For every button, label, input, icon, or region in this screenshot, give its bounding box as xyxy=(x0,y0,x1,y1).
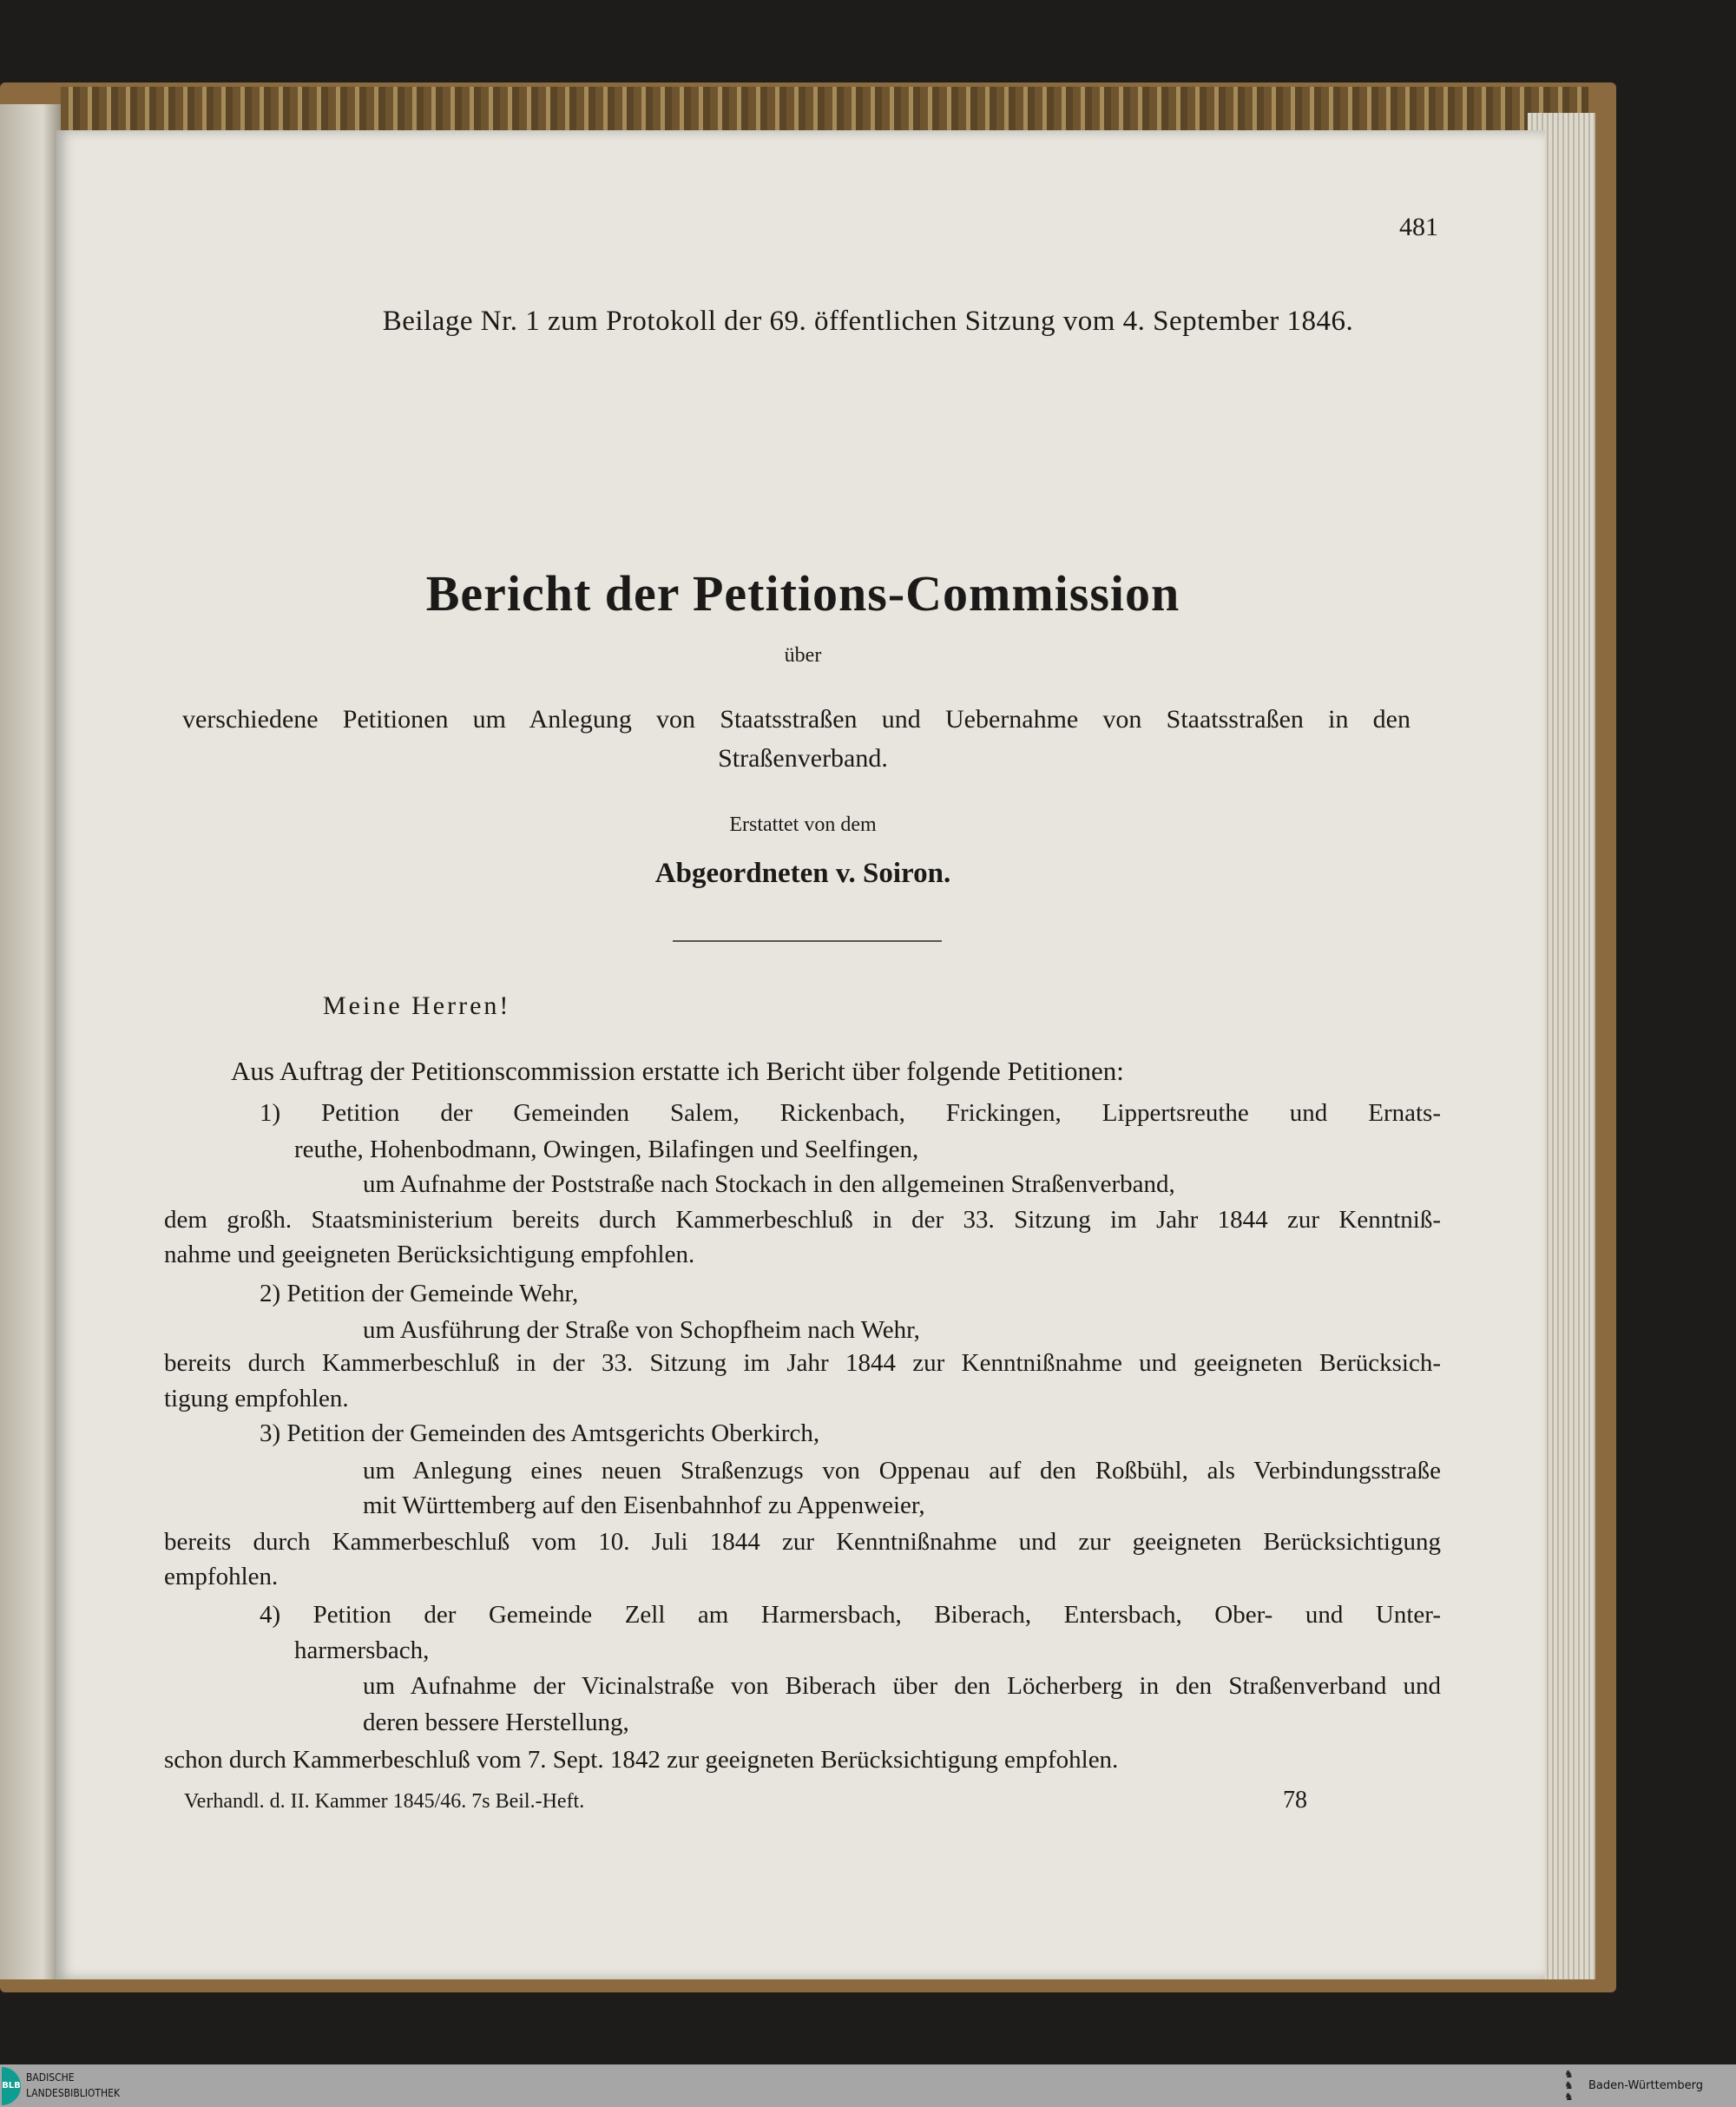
body-line: bereits durch Kammerbeschluß vom 10. Juli 1844 zur Kenntnißnahme und zur geeigneten Berücksichtigung xyxy=(164,1528,1441,1556)
footer-signature: Verhandl. d. II. Kammer 1845/46. 7s Beil.-Heft. xyxy=(184,1790,585,1813)
reported-by: Erstattet von dem xyxy=(729,813,877,836)
body-line: mit Württemberg auf den Eisenbahnhof zu Appenweier, xyxy=(363,1491,925,1519)
body-line: um Aufnahme der Poststraße nach Stockach in den allgemeinen Straßenverband, xyxy=(363,1170,1175,1198)
over-word: über xyxy=(784,644,822,667)
library-name-2: LANDESBIBLIOTHEK xyxy=(26,2087,121,2099)
document-page xyxy=(56,130,1545,1979)
body-line: 1) Petition der Gemeinden Salem, Rickenbach, Frickingen, Lippertsreuthe und Ernats- xyxy=(260,1099,1441,1127)
subject-line-1: verschiedene Petitionen um Anlegung von Staatsstraßen und Uebernahme von Staatsstraßen in den xyxy=(182,705,1410,734)
body-line: Aus Auftrag der Petitionscommission erstatte ich Bericht über folgende Petitionen: xyxy=(231,1056,1124,1086)
blb-logo[interactable]: BLB xyxy=(2,2067,21,2105)
body-line: nahme und geeigneten Berücksichtigung empfohlen. xyxy=(164,1241,695,1268)
baden-wuerttemberg-lions-icon: ♞ ♞ ♞ xyxy=(1564,2068,1574,2103)
body-line: 2) Petition der Gemeinde Wehr, xyxy=(260,1280,579,1307)
book-top-edge xyxy=(61,87,1588,130)
body-line: um Aufnahme der Vicinalstraße von Biberach über den Löcherberg in den Straßenverband und xyxy=(363,1672,1441,1700)
footer-sheet-number: 78 xyxy=(1283,1787,1307,1814)
body-line: deren bessere Herstellung, xyxy=(363,1709,629,1736)
body-line: 4) Petition der Gemeinde Zell am Harmersbach, Biberach, Entersbach, Ober- und Unter- xyxy=(260,1601,1441,1629)
body-line: reuthe, Hohenbodmann, Owingen, Bilafingen und Seelfingen, xyxy=(294,1136,919,1163)
body-line: bereits durch Kammerbeschluß in der 33. Sitzung im Jahr 1844 zur Kenntnißnahme und geeigneten Berücksich- xyxy=(164,1349,1441,1377)
salutation: Meine Herren! xyxy=(323,991,511,1020)
report-title: Bericht der Petitions-Commission xyxy=(425,565,1180,622)
state-logo-text[interactable]: Baden-Württemberg xyxy=(1588,2079,1703,2092)
body-line: um Anlegung eines neuen Straßenzugs von Oppenau auf den Roßbühl, als Verbindungsstraße xyxy=(363,1457,1441,1485)
body-line: empfohlen. xyxy=(164,1563,279,1590)
body-line: 3) Petition der Gemeinden des Amtsgerichts Oberkirch, xyxy=(260,1419,820,1447)
body-line: harmersbach, xyxy=(294,1636,430,1664)
library-name-1: BADISCHE xyxy=(26,2071,75,2084)
viewer-footer-bar xyxy=(0,2064,1736,2107)
subject-line-2: Straßenverband. xyxy=(718,744,888,773)
page-number: 481 xyxy=(1399,213,1438,241)
author-name: Abgeordneten v. Soiron. xyxy=(654,858,951,889)
body-line: schon durch Kammerbeschluß vom 7. Sept. 1842 zur geeigneten Berücksichtigung empfohlen. xyxy=(164,1746,1119,1774)
supplement-heading: Beilage Nr. 1 zum Protokoll der 69. öffentlichen Sitzung vom 4. September 1846. xyxy=(382,306,1354,337)
body-line: tigung empfohlen. xyxy=(164,1385,349,1412)
library-name xyxy=(26,2070,120,2101)
separator-rule xyxy=(673,940,942,942)
left-page-edge xyxy=(0,104,61,1979)
body-line: dem großh. Staatsministerium bereits durch Kammerbeschluß in der 33. Sitzung im Jahr 1844 zur Kenntniß- xyxy=(164,1206,1441,1234)
body-line: um Ausführung der Straße von Schopfheim nach Wehr, xyxy=(363,1316,920,1344)
